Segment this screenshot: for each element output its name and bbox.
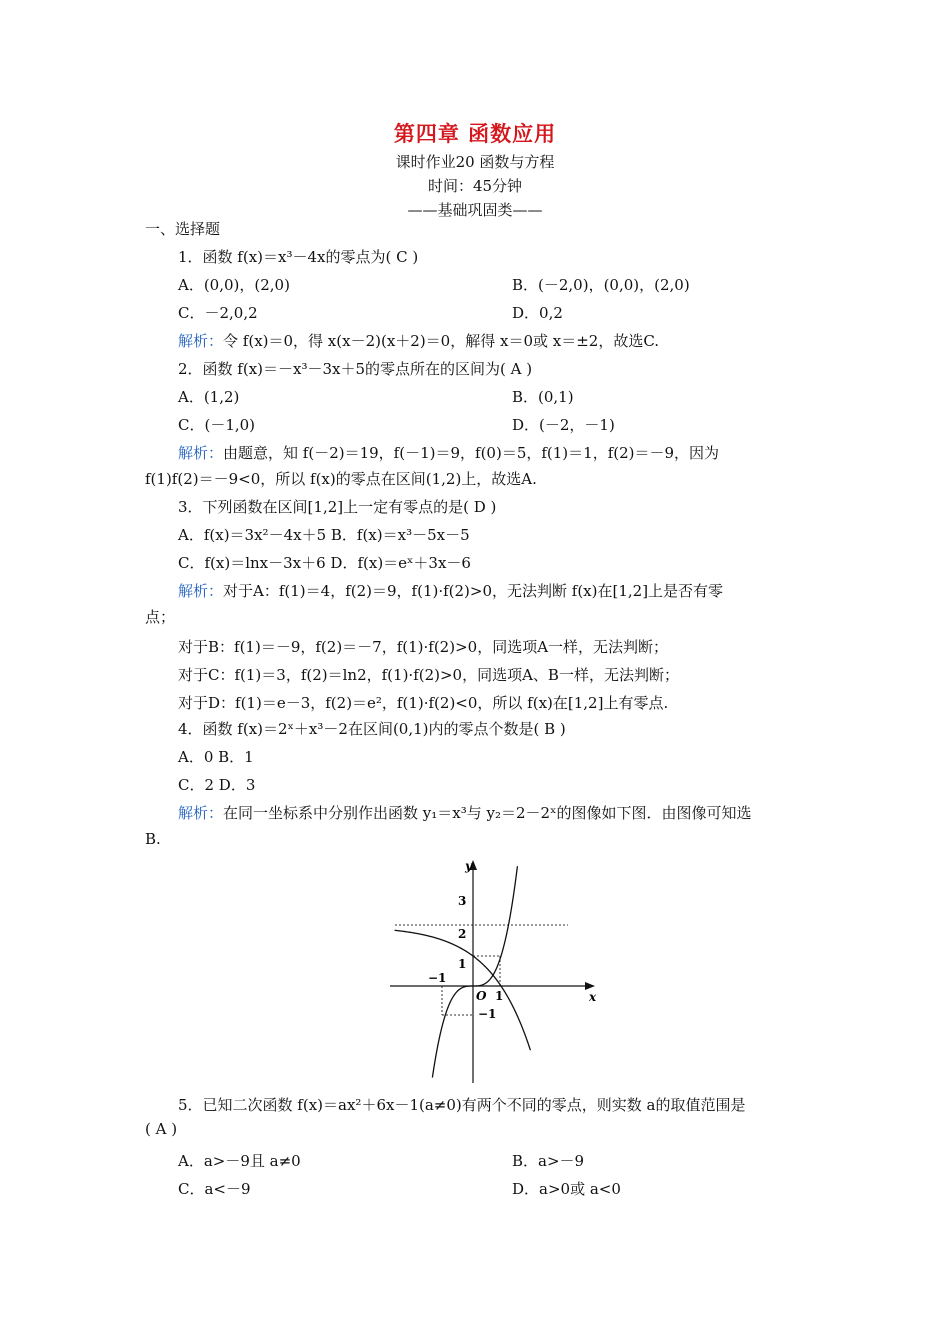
question-4-options-cd: C．2 D．3 bbox=[178, 776, 256, 794]
x-axis-arrow-icon bbox=[585, 982, 595, 990]
question-2-stem: 2．函数 f(x)＝－x³－3x＋5的零点所在的区间为( A ) bbox=[178, 360, 533, 378]
question-2-option-d: D．(－2，－1) bbox=[512, 416, 615, 434]
question-1-option-d: D．0,2 bbox=[512, 304, 563, 322]
x-tick-neg1: −1 bbox=[428, 971, 447, 985]
question-3-options-ab: A．f(x)＝3x²－4x＋5 B．f(x)＝x³－5x－5 bbox=[178, 526, 470, 544]
analysis-text: 在同一坐标系中分别作出函数 y₁＝x³与 y₂＝2－2ˣ的图像如下图．由图像可知选 bbox=[223, 804, 752, 822]
chapter-title: 第四章 函数应用 bbox=[393, 121, 557, 146]
x-axis-label: x bbox=[589, 990, 597, 1004]
origin-label: O bbox=[476, 989, 487, 1003]
question-2-option-a: A．(1,2) bbox=[178, 388, 240, 406]
question-5-option-c: C．a<－9 bbox=[178, 1180, 251, 1198]
question-2-analysis bbox=[178, 442, 719, 463]
category-heading: ——基础巩固类—— bbox=[407, 201, 543, 219]
curve-y2-exponential bbox=[395, 930, 531, 1050]
question-2-analysis-cont: f(1)f(2)＝－9<0，所以 f(x)的零点在区间(1,2)上，故选A. bbox=[145, 470, 537, 488]
analysis-label: 解析： bbox=[178, 804, 224, 822]
question-4-analysis bbox=[178, 802, 751, 823]
question-4-analysis-cont: B. bbox=[145, 830, 161, 848]
question-1-stem: 1．函数 f(x)＝x³－4x的零点为( C ) bbox=[178, 248, 419, 266]
analysis-text: 对于A：f(1)＝4，f(2)＝9，f(1)·f(2)>0，无法判断 f(x)在[1,2]上是否有零 bbox=[223, 582, 724, 600]
question-3-analysis-d: 对于D：f(1)＝e－3，f(2)＝e²，f(1)·f(2)<0，所以 f(x)在[1,2]上有零点. bbox=[178, 694, 669, 712]
analysis-text: 令 f(x)＝0，得 x(x－2)(x＋2)＝0，解得 x＝0或 x＝±2，故选C. bbox=[223, 332, 660, 350]
question-4-options-ab: A．0 B．1 bbox=[178, 748, 254, 766]
question-3-analysis-c: 对于C：f(1)＝3，f(2)＝ln2，f(1)·f(2)>0，同选项A、B一样，无法判断； bbox=[178, 666, 679, 684]
question-5-option-a: A．a>－9且 a≠0 bbox=[178, 1152, 301, 1170]
question-1-option-b: B．(－2,0)，(0,0)，(2,0) bbox=[512, 276, 690, 294]
question-3-options-cd: C．f(x)＝lnx－3x＋6 D．f(x)＝eˣ＋3x－6 bbox=[178, 554, 471, 572]
question-2-option-c: C．(－1,0) bbox=[178, 416, 256, 434]
section-heading: 一、选择题 bbox=[145, 220, 221, 238]
question-2-option-b: B．(0,1) bbox=[512, 388, 574, 406]
question-5-option-d: D．a>0或 a<0 bbox=[512, 1180, 621, 1198]
y-axis-label: y bbox=[465, 859, 472, 873]
question-1-option-c: C．－2,0,2 bbox=[178, 304, 258, 322]
y-tick-1: 1 bbox=[458, 957, 467, 971]
function-graph bbox=[385, 855, 605, 1087]
question-5-stem: 5．已知二次函数 f(x)＝ax²＋6x－1(a≠0)有两个不同的零点，则实数 a的取值范围是 bbox=[178, 1096, 746, 1114]
question-3-analysis bbox=[178, 580, 723, 601]
question-1-option-a: A．(0,0)，(2,0) bbox=[178, 276, 290, 294]
time-limit: 时间：45分钟 bbox=[427, 177, 523, 195]
y-tick-3: 3 bbox=[458, 894, 467, 908]
question-3-analysis-b: 对于B：f(1)＝－9，f(2)＝－7，f(1)·f(2)>0，同选项A一样，无法判断； bbox=[178, 638, 669, 656]
analysis-text: 由题意，知 f(－2)＝19，f(－1)＝9，f(0)＝5，f(1)＝1，f(2)＝－9，因为 bbox=[223, 444, 720, 462]
lesson-title: 课时作业20 函数与方程 bbox=[395, 153, 555, 171]
y-tick-neg1: −1 bbox=[478, 1007, 497, 1021]
question-4-stem: 4．函数 f(x)＝2ˣ＋x³－2在区间(0,1)内的零点个数是( B ) bbox=[178, 720, 566, 738]
question-1-analysis bbox=[178, 330, 659, 351]
question-5-stem-cont: ( A ) bbox=[145, 1120, 178, 1138]
y-tick-2: 2 bbox=[458, 927, 467, 941]
question-3-analysis-cont: 点； bbox=[145, 608, 176, 626]
analysis-label: 解析： bbox=[178, 582, 224, 600]
question-3-stem: 3．下列函数在区间[1,2]上一定有零点的是( D ) bbox=[178, 498, 497, 516]
x-tick-1: 1 bbox=[495, 989, 504, 1003]
question-5-option-b: B．a>－9 bbox=[512, 1152, 585, 1170]
analysis-label: 解析： bbox=[178, 332, 224, 350]
analysis-label: 解析： bbox=[178, 444, 224, 462]
